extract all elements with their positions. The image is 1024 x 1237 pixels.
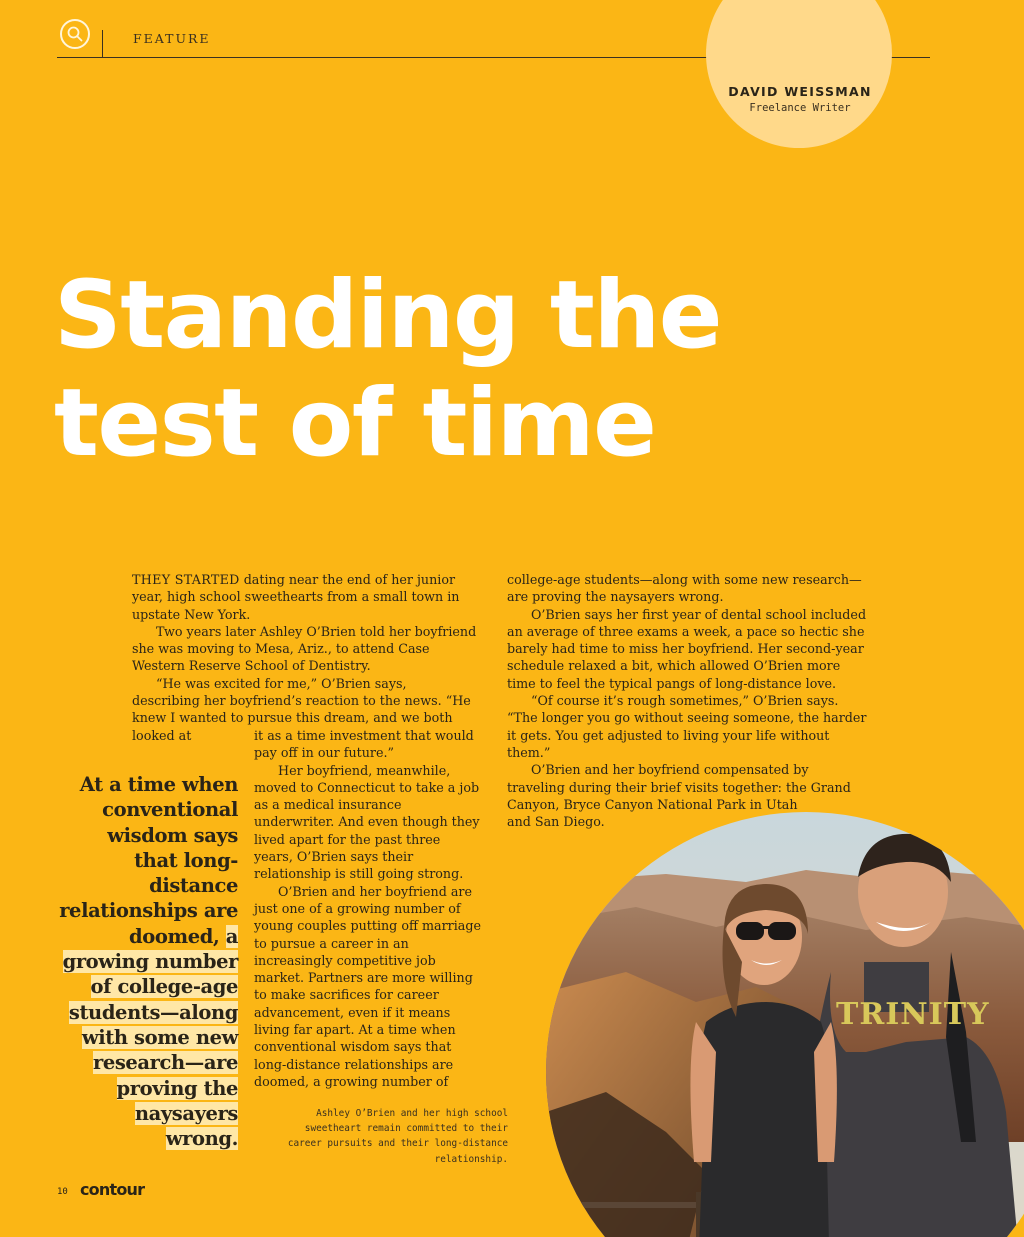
paragraph: “He was excited for me,” O’Brien says, describing her boyfriend’s reaction to the news. “He knew I wanted to pursue this dream, and we both looked at <box>132 675 471 743</box>
paragraph: it as a time investment that would pay off in our future.” <box>254 728 474 761</box>
search-icon[interactable] <box>60 19 90 49</box>
author-badge <box>706 0 892 148</box>
pull-quote-text: At a time when conventional wisdom says that long-distance relationships are doomed, <box>59 773 238 948</box>
photo-caption: Ashley O’Brien and her high school sweetheart remain committed to their career pursuits and their long-distance relationship. <box>287 1108 508 1165</box>
paragraph: “Of course it’s rough sometimes,” O’Brien says. “The longer you go without seeing someone, the harder it gets. You get adjusted to living your life without them.” <box>507 693 867 760</box>
couple-photo <box>546 812 1024 1237</box>
shirt-print: TRINITY <box>836 997 990 1032</box>
pull-quote <box>58 772 238 1151</box>
headline-line-1: Standing the <box>54 261 722 370</box>
page-number: 10 <box>57 1187 68 1197</box>
author-role: Freelance Writer <box>749 102 851 114</box>
pull-quote-highlight: a growing number of college-age students—along with some new research—are proving the naysayers wrong. <box>62 924 238 1151</box>
lead-in: THEY STARTED <box>132 572 240 587</box>
section-label: FEATURE <box>133 31 211 46</box>
paragraph: O’Brien says her first year of dental school included an average of three exams a week, a pace so hectic she barely had time to miss her boyfriend. Her second-year schedule relaxed a bit, which allowed O’Brien more time to feel the typical pangs of long-distance love. <box>507 606 867 691</box>
paragraph: Her boyfriend, meanwhile, moved to Connecticut to take a job as a medical insurance underwriter. And even though they lived apart for the past three years, O’Brien says their relationship is still going strong. <box>254 762 480 882</box>
paragraph: Two years later Ashley O’Brien told her boyfriend she was moving to Mesa, Ariz., to attend Case Western Reserve School of Dentistry. <box>132 623 477 674</box>
article-column-1-top <box>132 571 477 744</box>
headline-line-2: test of time <box>54 369 656 478</box>
brand-logo: contour <box>80 1180 145 1199</box>
paragraph: and San Diego. <box>507 814 605 830</box>
header-divider <box>102 30 103 58</box>
paragraph: O’Brien and her boyfriend compensated by traveling during their brief visits together: the Grand Canyon, Bryce Canyon National Park in Utah <box>507 762 851 812</box>
article-column-1-bottom <box>254 727 482 1090</box>
paragraph: THEY STARTED dating near the end of her junior year, high school sweethearts from a small town in upstate New York. <box>132 572 460 622</box>
headline <box>54 262 774 478</box>
author-name: DAVID WEISSMAN <box>728 84 872 99</box>
paragraph: college-age students—along with some new research—are proving the naysayers wrong. <box>507 572 862 605</box>
paragraph: O’Brien and her boyfriend are just one of a growing number of young couples putting off marriage to pursue a career in an increasingly competitive job market. Partners are more willing to make sacrifices for career advancement, even if it means living far apart. At a time when conventional wisdom says that long-distance relationships are doomed, a growing number of <box>254 883 481 1089</box>
article-column-2 <box>507 571 867 830</box>
